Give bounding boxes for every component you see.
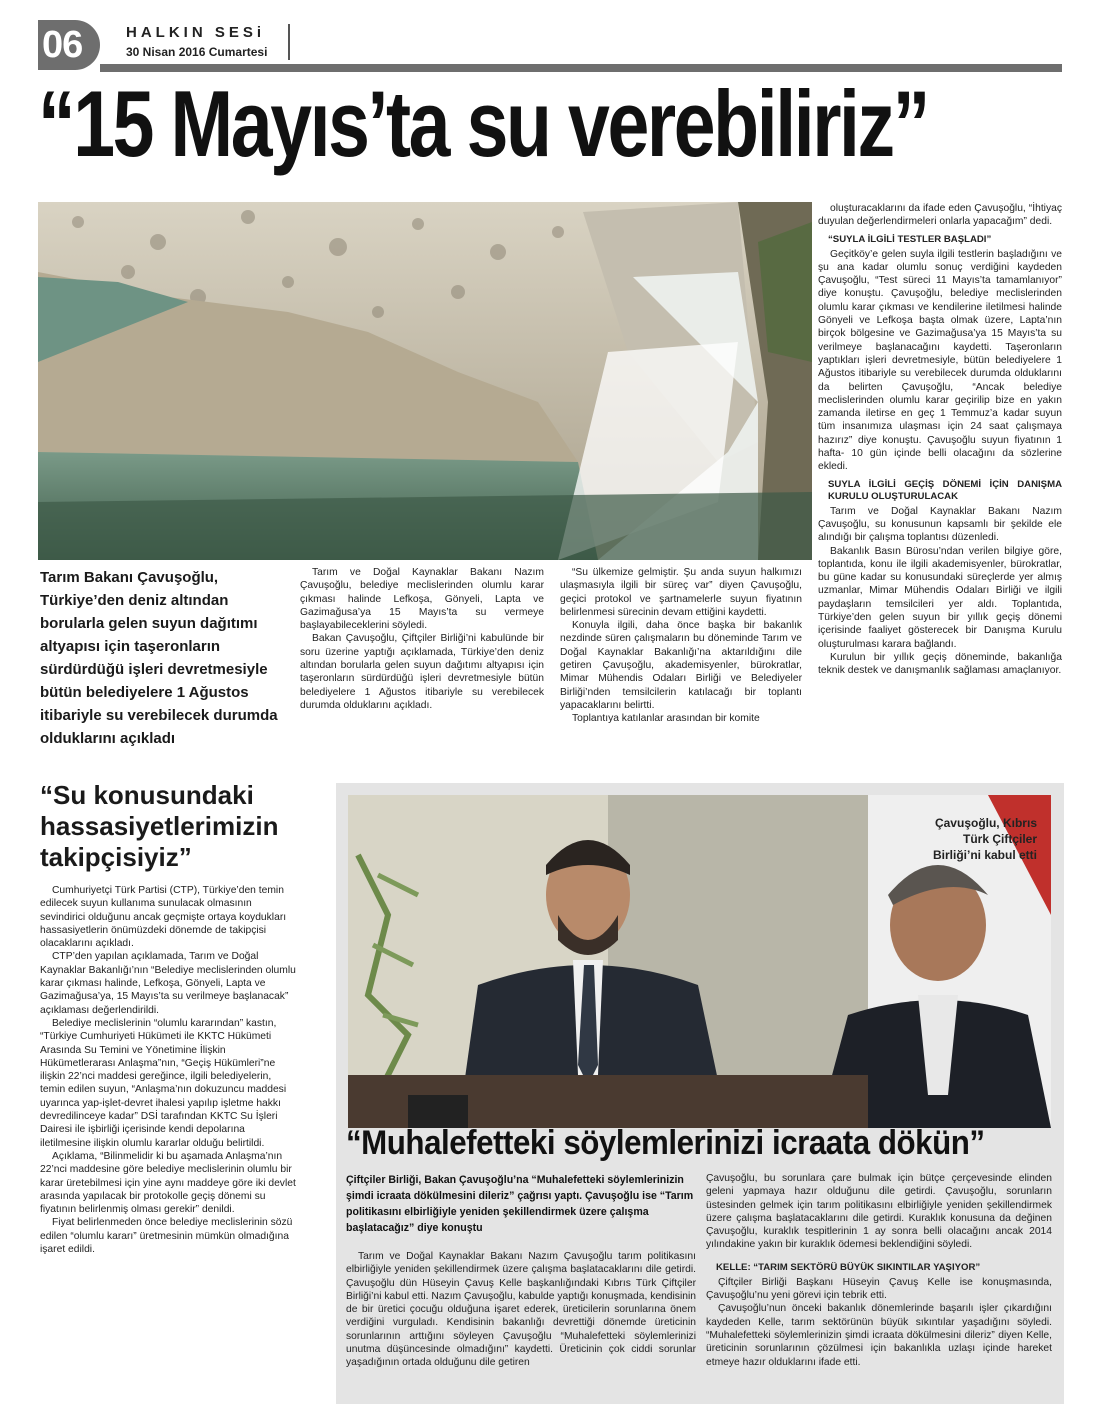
article1-subhead: “SUYLA İLGİLİ TESTLER BAŞLADI”	[828, 233, 992, 245]
side-article-headline: “Su konusundaki hassasiyetlerimizin takipçisiyiz”	[40, 780, 279, 872]
side-article-paragraph: Açıklama, “Bilinmelidir ki bu aşamada Anlaşma’nın 22’nci maddesine göre belediye meclislerinin olumlu bir karar üretebilmesi için yine aynı maddeye göre iki devlet arasında yapılacak bir protokolle geçiş dönemi su fiyatının belirlenmiş olması gerekir” denildi.	[40, 1150, 296, 1216]
main-headline: “15 Mayıs’ta su verebiliriz”	[38, 71, 928, 176]
box-article-column-2	[706, 1172, 1052, 1369]
box-article-subhead: KELLE: “TARIM SEKTÖRÜ BÜYÜK SIKINTILAR YAŞIYOR”	[716, 1261, 981, 1273]
side-article-paragraph: Fiyat belirlenmeden önce belediye meclislerinin sözü edilen “olumlu kararı” üretmesinin mümkün olmadığına işaret edildi.	[40, 1217, 293, 1256]
page-number: 06	[42, 24, 83, 66]
article1-paragraph: Geçitköy’e gelen suyla ilgili testlerin başladığını ve şu ana kadar olumlu sonuç verdiğini kaydeden Çavuşoğlu, “Test süreci 11 Mayıs’ta tamamlanıyor” diye konuştu. Çavuşoğlu, belediye meclislerinden olumlu karar çıkması ve kendilerine iletilmesi halinde Gönyeli ve Lefkoşa başta olmak üzere, Lapta’nın birçok bölgesine ve Gazimağusa’ya 15 Mayıs’ta su verilmeye başlanacağını kaydetti. Taşeronların yaptıkları işleri devretmesiyle, bütün belediyelere 1 Ağustos itibariyle su verebilecek durumda olduklarını da belirten Çavuşoğlu, “Ancak belediye meclislerinden olumlu karar geçirilip bize en yakın zamanda iletirse en geç 1 Temmuz’a kadar suyun tüm insanımıza ulaşması için 24 saat çalışmaya hazırız” diye konuştu. Çavuşoğlu suyun fiyatının 1 hafta- 10 gün içinde belli olacağını da sözlerine ekledi.	[818, 248, 1062, 473]
box-article-headline: “Muhalefetteki söylemlerinizi icraata dökün”	[346, 1124, 985, 1162]
header-divider	[288, 24, 290, 60]
article1-column-1	[300, 566, 544, 712]
side-article-paragraph: Cumhuriyetçi Türk Partisi (CTP), Türkiye’den temin edilecek suyun kullanıma sunulacak olmasının sevindirici olduğunu ancak geçmişte ortaya koydukları hassasiyetlerin önümüzdeki dönemde de takipçisi olacaklarını açıkladı.	[40, 885, 287, 950]
side-article-paragraph: Belediye meclislerinin “olumlu kararından” kastın, “Türkiye Cumhuriyeti Hükümeti ile KKTC Hükümeti Arasında Su Temini ve Yönetimine İlişkin Hükümetlerarası Anlaşma”nın, “Geçiş Hükümleri”ne ilişkin 22’nci maddesi gereğince, ilgili belediyelerin, temin edilen suyun, “Anlaşma’nın dokuzuncu maddesi uyarınca yap-işlet-devret ihalesi yapılıp işletme hakkı devredilinceye kadar” DSİ tarafından KKTC Su İşleri Dairesi ile işbirliği içerisinde kendi depolarına iletilmesine ilişkin olumlu kararlar olduğu belirtildi.	[40, 1017, 287, 1149]
article1-paragraph: Bakan Çavuşoğlu, Çiftçiler Birliği’ni kabulünde bir soru üzerine yaptığı açıklamada, Türkiye’den deniz altından borularla gelen suyun dağıtımı altyapısı için taşeronların sürdürdüğü işleri devretmesiyle bütün belediyelere 1 Ağustos itibariyle su verebilecek durumda olduklarını açıkladı.	[300, 633, 544, 711]
article1-column-2	[560, 566, 802, 726]
issue-date: 30 Nisan 2016 Cumartesi	[126, 45, 268, 59]
photo-caption: Tarım Bakanı Çavuşoğlu, Türkiye’den deniz altından borularla gelen suyun dağıtımı altyapısı için taşeronların sürdürdüğü işleri devretmesiyle bütün belediyelere 1 Ağustos itibariyle su verebilecek durumda olduklarını açıkladı	[40, 569, 278, 747]
article1-paragraph: oluşturacaklarını da ifade eden Çavuşoğlu, “İhtiyaç duyulan değerlendirmeleri onlarla yapacağım” dedi.	[818, 203, 1062, 228]
box-article-paragraph: Çiftçiler Birliği Başkanı Hüseyin Çavuş Kelle ise konuşmasında, Çavuşoğlu’nu yeni görevi için tebrik etti.	[706, 1276, 1052, 1302]
side-article-body	[40, 884, 296, 1256]
meeting-photo-caption: Çavuşoğlu, Kıbrıs Türk Çiftçiler Birliği’ni kabul etti	[932, 816, 1037, 862]
page-number-badge	[38, 20, 100, 70]
article1-subhead: SUYLA İLGİLİ GEÇİŞ DÖNEMİ İÇİN DANIŞMA KURULU OLUŞTURULACAK	[828, 478, 1062, 502]
box-article-paragraph: Çavuşoğlu, bu sorunlara çare bulmak için bütçe çerçevesinde elinden geleni yapmaya hazır olduğunu dile getirdi. Çavuşoğlu, sorunların üstesinden gelmek için tarım politikasını elbirliğiyle yeniden şekillendirmek üzere çalışma başlatacaklarını dile getirdi. Kuraklık konusuna da değinen Çavuşoğlu, kuraklık tespitlerinin 1 ay sonra belli olacağını ancak 2014 yılındakine yakın bir kuraklık ödemesi beklendiğini söyledi.	[706, 1173, 1052, 1251]
article1-paragraph: Toplantıya katılanlar arasından bir komite	[572, 713, 760, 725]
newspaper-name: HALKIN SESi	[126, 24, 266, 41]
box-article-lead: Çiftçiler Birliği, Bakan Çavuşoğlu’na “Muhalefetteki söylemlerinizin şimdi icraata dökülmesini dileriz” çağrısı yaptı. Çavuşoğlu ise “Tarım politikasını elbirliğiyle yeniden şekillendirmek üzere çalışma başlatacağız” diye konuştu	[346, 1174, 694, 1234]
box-article-paragraph: Tarım ve Doğal Kaynaklar Bakanı Nazım Çavuşoğlu tarım politikasını elbirliğiyle yeniden şekillendirmek üzere çalışma başlatacaklarını dile getirdi. Çavuşoğlu dün Hüseyin Çavuş Kelle başkanlığındaki Kıbrıs Türk Çiftçiler Birliği’ni kabul etti. Nazım Çavuşoğlu, kabulde yaptığı konuşmada, kendisinin de bir üretici çocuğu olduğuna işaret ederek, üreticilerin sorunlarına önem verdiğini vurguladı. Kendisinin bakanlığı devrettiği dönemde üreticinin sorunlarının arttığını söyleyen Çavuşoğlu “Muhalefetteki söylemlerinizi unutma düşüncesinde olmadığını” kaydetti. Üreticinin çok ciddi sorunlar yaşadığının ortada olduğunu dile getiren	[346, 1251, 696, 1369]
article1-paragraph: Konuyla ilgili, daha önce başka bir bakanlık nezdinde süren çalışmaların bu döneminde Tarım ve Doğal Kaynaklar Bakanlığı’na aktarıldığını dile getiren Çavuşoğlu, akademisyenler, bürokratlar, Mimar Mühendis Odaları Birliği ve Belediyeler Birliği’nden temsilcilerin katılacağı bir toplantı yapacaklarını belirtti.	[560, 620, 802, 711]
box-article-column-1	[346, 1250, 696, 1370]
article1-paragraph: Bakanlık Basın Bürosu’ndan verilen bilgiye göre, toplantıda, konu ile ilgili akademisyenler, bürokratlar, bu güne kadar su konusundaki süreçlerde yer almış uzmanlar, Mimar Mühendis Odaları Birliği ve ilgili paydaşların temsilcileri yer aldı. Toplantıda, Türkiye’den gelen suyun bir yıllık geçiş dönemi içerisinde faaliyet gösterecek bir Danışma Kurulu oluşturulması karara bağlandı.	[818, 545, 1062, 650]
side-article-paragraph: CTP’den yapılan açıklamada, Tarım ve Doğal Kaynaklar Bakanlığı’nın “Belediye meclislerinden olumlu karar çıkması halinde, Lefkoşa, Gönyeli, Lapta ve Gazimağusa’ya, 15 Mayıs’ta su verilmeye başlanacak” açıklaması değerlendirildi.	[40, 951, 296, 1016]
dam-water-illustration	[38, 202, 812, 560]
article1-paragraph: Tarım ve Doğal Kaynaklar Bakanı Nazım Çavuşoğlu, belediye meclislerinden olumlu karar çıkması halinde Lefkoşa, Gönyeli, Lapta ve Gazimağusa’ya 15 Mayıs’ta su vermeye başlayabileceklerini söyledi.	[300, 567, 544, 632]
dam-water-photo	[38, 202, 812, 560]
article1-paragraph: Tarım ve Doğal Kaynaklar Bakanı Nazım Çavuşoğlu, su konusunun kapsamlı bir şekilde ele alındığı bir çalışma toplantısı düzenledi.	[818, 505, 1062, 544]
article1-paragraph: “Su ülkemize gelmiştir. Şu anda suyun halkımızı ulaşmasıyla ilgili bir süreç var” diyen Çavuşoğlu, geçici protokol ve şartnamelerle suyun fiyatının belirlenmesi sürecinin devam ettiğini kaydetti.	[560, 567, 802, 618]
box-article-paragraph: Çavuşoğlu’nun önceki bakanlık dönemlerinde başarılı işler çıkardığını kaydeden Kelle, tarım sektörünün büyük sıkıntılar yaşadığını söyledi. “Muhalefetteki söylemlerinizin şimdi icraata dökülmesini dileriz” diyen Kelle, üreticinin sorunlarının çözülmesi için bakanlıkla uzlaşı içinde hareket etmeye hazır olduklarını ifade etti.	[706, 1303, 1052, 1368]
meeting-photo	[348, 795, 1051, 1128]
article1-column-3	[818, 202, 1062, 678]
article1-paragraph: Kurulun bir yıllık geçiş döneminde, bakanlığa teknik destek ve danışmanlık sağlaması amaçlanıyor.	[818, 651, 1062, 677]
